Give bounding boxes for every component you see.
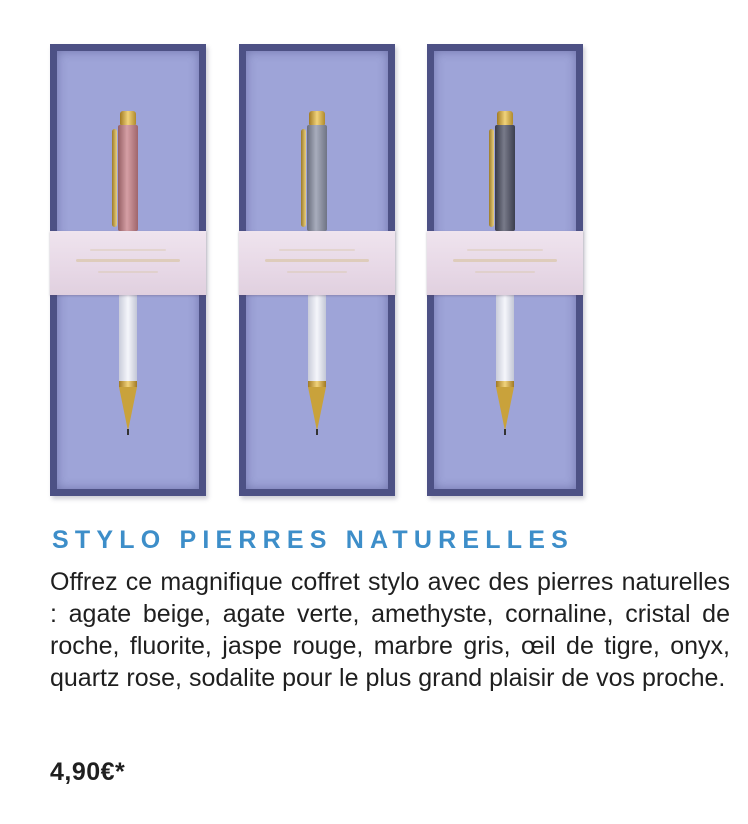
pen-point: [316, 429, 318, 435]
pen-clip: [112, 129, 117, 227]
product-title: STYLO PIERRES NATURELLES: [52, 526, 574, 554]
pen-gift-box: [50, 44, 206, 496]
product-description: Offrez ce magnifique coffret stylo avec des pierres naturelles : agate beige, agate verte, amethyste, cornaline, cristal de roche, fluorite, jaspe rouge, marbre gris, œil de tigre, onyx, quartz rose, sodalite pour le plus grand plaisir de vos proche.: [50, 568, 730, 692]
box-lining: [434, 51, 576, 489]
box-lining: [246, 51, 388, 489]
box-lining: [57, 51, 199, 489]
box-label-band: [239, 231, 395, 295]
pen-stone-barrel: [118, 125, 138, 231]
pen-tip: [119, 387, 137, 431]
pen-lower-barrel: [119, 295, 137, 381]
pen-tip: [308, 387, 326, 431]
pen-clip: [489, 129, 494, 227]
box-label-band: [427, 231, 583, 295]
pen-clip: [301, 129, 306, 227]
pen-point: [504, 429, 506, 435]
box-label-band: [50, 231, 206, 295]
pen-lower-barrel: [308, 295, 326, 381]
pen-gift-box: [239, 44, 395, 496]
pen-tip: [496, 387, 514, 431]
pen-cap: [309, 111, 325, 125]
pen-gift-box: [427, 44, 583, 496]
pen-lower-barrel: [496, 295, 514, 381]
pen-cap: [497, 111, 513, 125]
product-price: 4,90€*: [50, 758, 126, 786]
pen-stone-barrel: [307, 125, 327, 231]
pen-point: [127, 429, 129, 435]
pen-cap: [120, 111, 136, 125]
pen-stone-barrel: [495, 125, 515, 231]
